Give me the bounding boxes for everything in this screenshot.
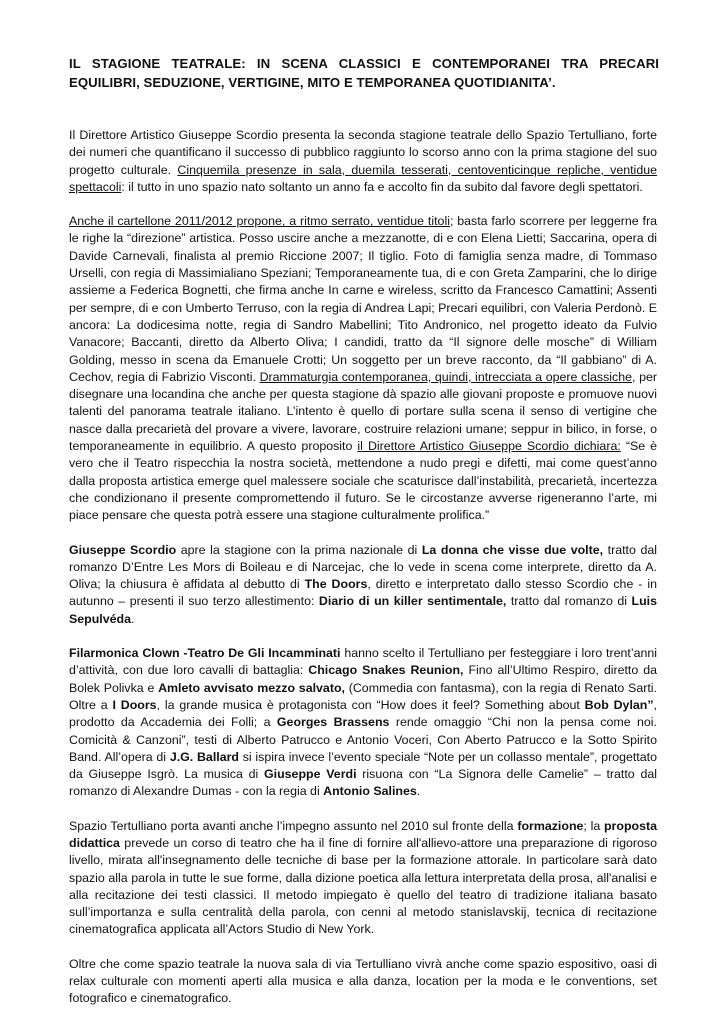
bold-text: Bob Dylan” <box>584 697 654 712</box>
paragraph-formazione <box>69 818 657 939</box>
bold-text: Giuseppe Verdi <box>264 767 357 782</box>
underlined-text: Drammaturgia contemporanea, quindi, intrecciata a opere classiche <box>259 369 632 384</box>
text-run: , la grande musica è protagonista con “How does it feel? Something about <box>156 697 585 712</box>
text-run: rende omaggio “Chi non la pensa come noi. Comicità & Canzoni”, testi di Alberto Patrucco e Antonio Voceri, Con Aberto Patrucco e la Sotto Spirito Band. All’opera di <box>69 715 657 764</box>
bold-text: formazione <box>517 818 584 833</box>
bold-text: Chicago Snakes Reunion, <box>308 663 464 678</box>
bold-text: Filarmonica Clown -Teatro De Gli Incamminati <box>69 646 341 661</box>
bold-text: Georges Brassens <box>276 715 390 730</box>
text-run: “Se è vero che il Teatro rispecchia la nostra società, mettendone a nudo pregi e difetti, mai come quest’anno dalla proposta artistica emerge quel malessere sociale che scaturisce dall’instabilità, precarietà, incertezza che condizionano il presente compromettendo il futuro. Se le circostanze avverse rigeneranno l’arte, mi piace pensare che questa potrà essere una stagione culturalmente prolifica.” <box>69 439 658 523</box>
paragraph-cartellone <box>69 213 657 524</box>
text-run: risuona con “La Signora delle Camelie” – tratto dal romanzo di Alexandre Dumas - con la regia di <box>69 767 657 799</box>
underlined-text: Cinquemila presenze in sala, duemila tesserati, centoventicinque repliche, ventidue spettacoli <box>69 162 657 194</box>
paragraph-scordio <box>69 542 657 628</box>
bold-text: The Doors <box>304 577 368 592</box>
text-run: ; la <box>583 818 604 833</box>
bold-text: Luis Sepulvéda <box>69 594 657 626</box>
underlined-text: Anche il cartellone 2011/2012 propone, a ritmo serrato, ventidue titoli <box>69 214 450 229</box>
bold-text: Amleto avvisato mezzo salvato, <box>158 680 345 695</box>
text-run: (Commedia con fantasma), con la regia di Renato Sarti. Oltre a <box>69 680 657 712</box>
bold-text: proposta didattica <box>69 818 657 850</box>
text-run: Spazio Tertulliano porta avanti anche l’impegno assunto nel 2010 sul fronte della <box>69 818 518 833</box>
text-run: Fino all’Ultimo Respiro, diretto da Bolek Polivka e <box>69 663 657 695</box>
text-run: , diretto e interpretato dallo stesso Scordio che - in autunno – presenti il suo terzo allestimento: <box>69 577 657 609</box>
text-run: hanno scelto il Tertulliano per festeggiare i loro trent’anni d’attività, con due loro cavalli di battaglia: <box>69 646 657 678</box>
text-run: apre la stagione con la prima nazionale di <box>176 542 422 557</box>
bold-text: Antonio Salines <box>323 784 417 799</box>
document-body <box>69 127 657 1008</box>
text-run: ; basta farlo scorrere per leggerne fra le righe la “direzione” artistica. Posso uscire anche a mezzanotte, di e con Elena Lietti; Saccarina, opera di Davide Carnevali, finalista al premio Riccione 2007; Il tiglio. Foto di famiglia senza madre, di Tommaso Urselli, con regia di Massimialiano Speziani; Temporaneamente tua, di e con Greta Zamparini, che lo dirige assieme a Federica Bognetti, che firma anche In carne e wireless, scritto da Francesco Camattini; Assenti per sempre, di e con Umberto Terruso, con la regia di Andrea Lapi; Precari equilibri, con Valeria Perdonò. E ancora: La dodicesima notte, regia di Sandro Mabellini; Tito Andronico, nel progetto ideato da Fulvio Vanacore; Baccanti, diretto da Alberto Oliva; I candidi, tratto da “Il signore delle mosche” di William Golding, messo in scena da Emanuele Crotti; Un soggetto per un breve racconto, da “Il gabbiano” di A. Cechov, regia di Fabrizio Visconti. <box>69 214 657 384</box>
paragraph-filarmonica <box>69 645 657 801</box>
text-run: si ispira invece l’evento speciale “Note per un collasso mentale”, progettato da Giuseppe Isgrò. La musica di <box>69 749 657 782</box>
bold-text: Diario di un killer sentimentale, <box>318 594 507 609</box>
paragraph-spazio-espositivo: Oltre che come spazio teatrale la nuova sala di via Tertulliano vivrà anche come spazio espositivo, oasi di relax culturale con momenti aperti alla musica e alla danza, location per la moda e le conventions, set fotografico e cinematografico. <box>69 956 657 1006</box>
text-run: : il tutto in uno spazio nato soltanto un anno fa e accolto fin da subito dal favore degli spettatori. <box>121 179 643 194</box>
text-run: , per disegnare una locandina che anche per questa stagione dà spazio alle giovani proposte e promuove nuovi talenti del panorama teatrale italiano. L’intento è quello di portare sulla scena il senso di vertigine che nasce dalla precarietà del provare a vivere, lavorare, costruire relazioni umane; seppur in bilico, in forse, o temporaneamente in equilibrio. A questo proposito <box>69 369 657 454</box>
text-run: . <box>130 611 135 626</box>
document-title: IL STAGIONE TEATRALE: IN SCENA CLASSICI E CONTEMPORANEI TRA PRECARI EQUILIBRI, SEDUZIONE, VERTIGINE, MITO E TEMPORANEA QUOTIDIANITA’. <box>69 56 659 90</box>
text-run: prevede un corso di teatro che ha il fine di fornire all'allievo-attore una preparazione di rigoroso livello, mirata all'insegnamento delle tecniche di base per la formazione attorale. In particolare sarà dato spazio alla parola in tutte le sue forme, dalla dizione poetica alla lettura interpretata della prosa, all'analisi e alla recitazione dei testi classici. Il metodo impiegato è quello del teatro di tradizione italiana basato sull’importanza e sulla centralità della parola, con cenni al metodo stanislavskij, tecnica di recitazione cinematografica applicata all’Actors Studio di New York. <box>69 835 657 937</box>
bold-text: La donna che visse due volte, <box>421 542 604 557</box>
text-run: . <box>416 784 421 799</box>
paragraph-intro <box>69 127 657 196</box>
text-run: tratto dal romanzo D’Entre Les Mors di Boileau e di Narcejac, che lo vede in scena come interprete, diretto da A. Oliva; la chiusura è affidata al debutto di <box>69 542 657 592</box>
text-run: Il Direttore Artistico Giuseppe Scordio presenta la seconda stagione teatrale dello Spazio Tertulliano, forte dei numeri che quantificano il successo di pubblico raggiunto lo scorso anno con la prima stagione del suo progetto culturale. <box>69 128 657 177</box>
underlined-text: il Direttore Artistico Giuseppe Scordio dichiara: <box>357 439 621 454</box>
text-run: , prodotto da Accademia dei Folli; a <box>69 697 657 730</box>
bold-text: Giuseppe Scordio <box>69 542 177 557</box>
bold-text: J.G. Ballard <box>169 749 239 764</box>
bold-text: I Doors <box>112 697 157 712</box>
text-run: tratto dal romanzo di <box>506 594 632 609</box>
